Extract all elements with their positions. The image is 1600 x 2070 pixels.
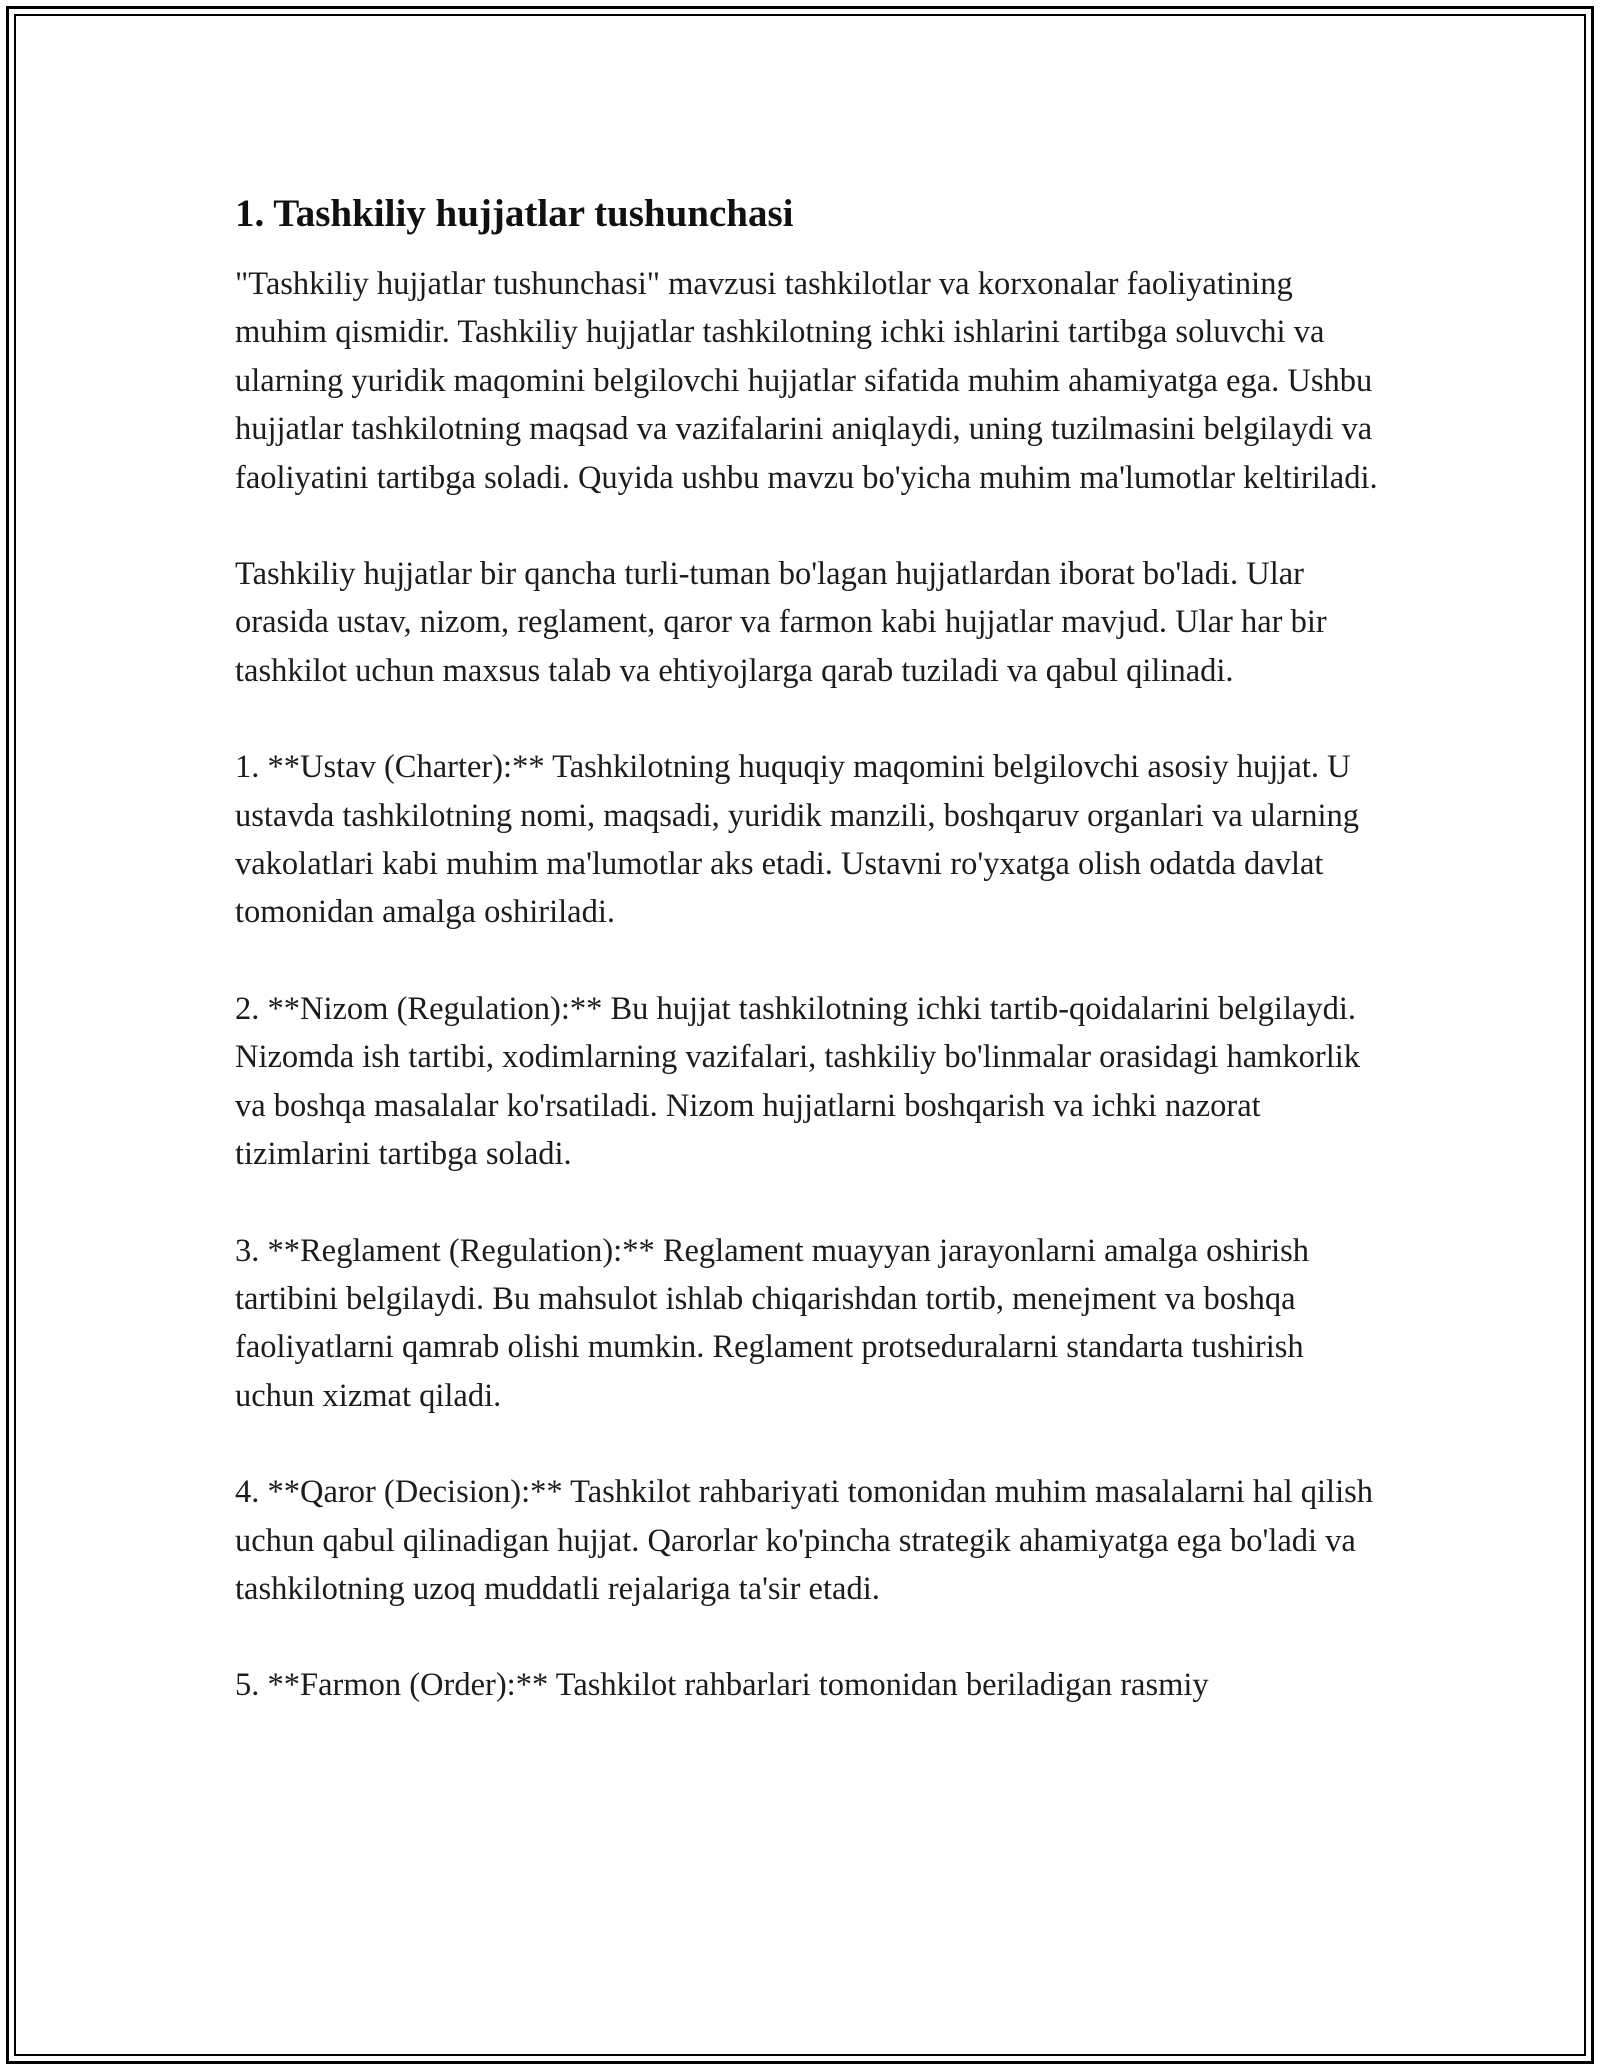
list-item-ustav: 1. **Ustav (Charter):** Tashkilotning huquqiy maqomini belgilovchi asosiy hujjat. U ustavda tashkilotning nomi, maqsadi, yuridik manzili, boshqaruv organlari va ularning vakolatlari kabi muhim ma'lumotlar aks etadi. Ustavni ro'yxatga olish odatda davlat tomonidan amalga oshiriladi. — [235, 749, 1360, 931]
list-item-farmon: 5. **Farmon (Order):** Tashkilot rahbarlari tomonidan beriladigan rasmiy — [235, 1667, 1209, 1704]
document-body — [235, 188, 1385, 1758]
list-item-qaror: 4. **Qaror (Decision):** Tashkilot rahbariyati tomonidan muhim masalalarni hal qilish uchun qabul qilinadigan hujjat. Qarorlar ko'pincha strategik ahamiyatga ega bo'ladi va tashkilotning uzoq muddatli rejalariga ta'sir etadi. — [235, 1474, 1373, 1607]
paragraph-document-types: Tashkiliy hujjatlar bir qancha turli-tuman bo'lagan hujjatlardan iborat bo'ladi. Ular orasida ustav, nizom, reglament, qaror va farmon kabi hujjatlar mavjud. Ular har bir tashkilot uchun maxsus talab va ehtiyojlarga qarab tuziladi va qabul qilinadi. — [235, 556, 1327, 689]
list-item-nizom: 2. **Nizom (Regulation):** Bu hujjat tashkilotning ichki tartib-qoidalarini belgilaydi. Nizomda ish tartibi, xodimlarning vazifalari, tashkiliy bo'linmalar orasidagi hamkorlik va boshqa masalalar ko'rsatiladi. Nizom hujjatlarni boshqarish va ichki nazorat tizimlarini tartibga soladi. — [235, 990, 1361, 1173]
list-item-reglament: 3. **Reglament (Regulation):** Reglament muayyan jarayonlarni amalga oshirish tartibini belgilaydi. Bu mahsulot ishlab chiqarishdan tortib, menejment va boshqa faoliyatlarni qamrab olishi mumkin. Reglament protseduralarni standarta tushirish uchun xizmat qiladi. — [235, 1232, 1310, 1414]
paragraph-intro: "Tashkiliy hujjatlar tushunchasi" mavzusi tashkilotlar va korxonalar faoliyatining muhim qismidir. Tashkiliy hujjatlar tashkilotning ichki ishlarini tartibga soluvchi va ularning yuridik maqomini belgilovchi hujjatlar sifatida muhim ahamiyatga ega. Ushbu hujjatlar tashkilotning maqsad va vazifalarini aniqlaydi, uning tuzilmasini belgilaydi va faoliyatini tartibga soladi. Quyida ushbu mavzu bo'yicha muhim ma'lumotlar keltiriladi. — [235, 266, 1378, 496]
document-heading: 1. Tashkiliy hujjatlar tushunchasi — [235, 192, 794, 235]
